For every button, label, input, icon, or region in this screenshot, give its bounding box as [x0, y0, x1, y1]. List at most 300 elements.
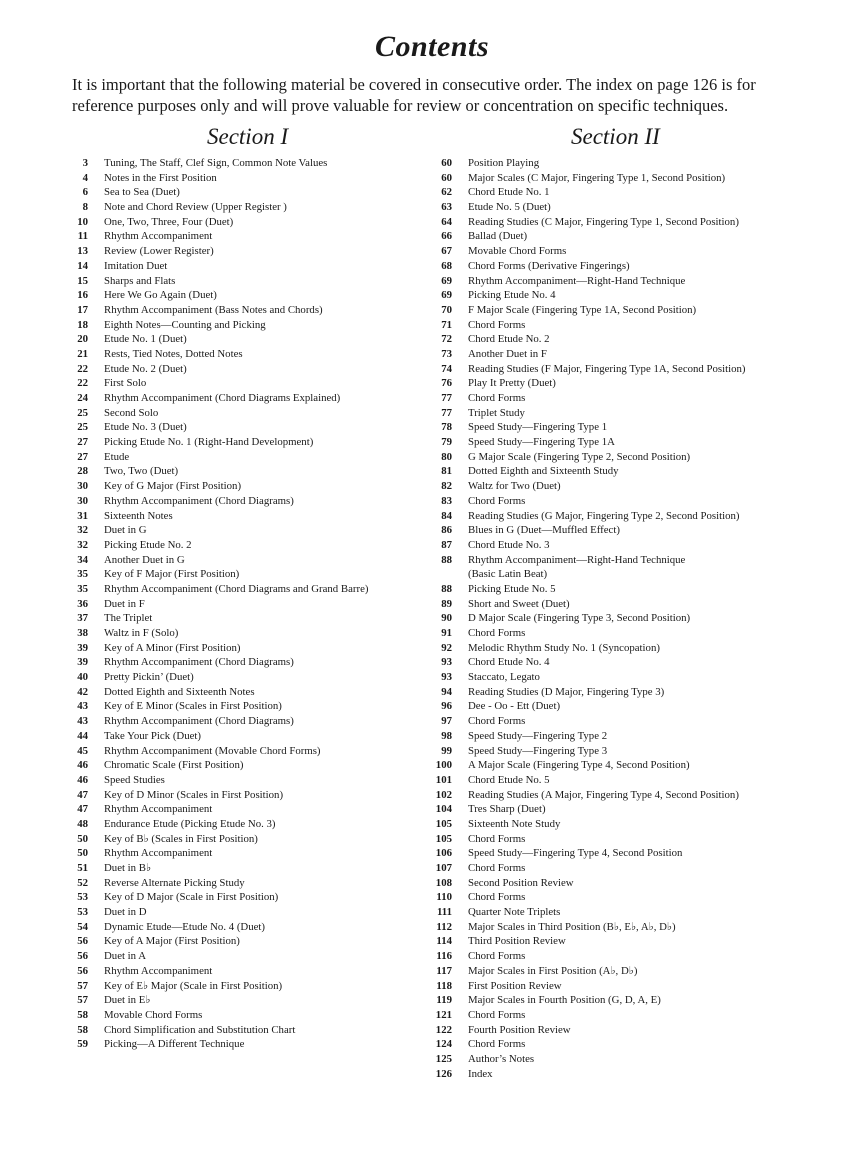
toc-page-number: 74	[441, 362, 452, 375]
toc-entry-title: Rhythm Accompaniment (Chord Diagrams)	[104, 494, 294, 507]
toc-entry	[66, 156, 426, 171]
toc-entry-title: Waltz in F (Solo)	[104, 627, 179, 639]
toc-entry	[66, 376, 426, 391]
toc-entry-title: Third Position Review	[468, 935, 566, 948]
toc-entry-title: Dee - Oo - Ett (Duet)	[468, 700, 561, 713]
toc-entry	[66, 979, 426, 994]
toc-entry	[66, 420, 426, 435]
toc-entry-title: Chord Forms	[468, 392, 526, 404]
toc-entry	[66, 215, 426, 230]
toc-page-number: 116	[436, 950, 452, 963]
toc-entry	[66, 685, 426, 700]
toc-entry-title: Author’s Notes	[468, 1052, 535, 1065]
toc-page-number: 114	[436, 935, 452, 948]
toc-entry	[430, 215, 810, 230]
toc-entry-title: Second Position Review	[468, 876, 574, 889]
toc-entry-title: Note and Chord Review (Upper Register )	[104, 201, 287, 214]
toc-entry	[430, 318, 810, 333]
toc-entry	[66, 362, 426, 377]
toc-entry-title: Chord Forms (Derivative Fingerings)	[468, 259, 630, 272]
toc-entry	[430, 523, 810, 538]
toc-entry	[430, 964, 810, 979]
toc-entry	[430, 494, 810, 509]
toc-entry-title: Chord Forms	[468, 891, 526, 904]
toc-page-number: 18	[77, 318, 88, 331]
toc-entry	[430, 420, 810, 435]
toc-entry-title: Two, Two (Duet)	[104, 465, 179, 478]
toc-entry	[430, 538, 810, 553]
toc-entry	[66, 846, 426, 861]
toc-page-number: 93	[441, 671, 452, 684]
toc-entry-title: Tuning, The Staff, Clef Sign, Common Note Values	[104, 157, 328, 169]
toc-entry-title: Key of A Major (First Position)	[104, 935, 240, 948]
toc-page-number: 94	[441, 685, 452, 698]
toc-entry-title: D Major Scale (Fingering Type 3, Second Position)	[468, 612, 691, 625]
toc-entry-title: Major Scales in Third Position (B♭, E♭, A♭, D♭)	[468, 920, 676, 933]
toc-entry	[430, 905, 810, 920]
toc-entry-title: Rhythm Accompaniment—Right-Hand Technique	[468, 274, 686, 287]
toc-entry-title: Duet in E♭	[104, 994, 151, 1007]
toc-entry	[66, 934, 426, 949]
toc-entry-title: Duet in F	[104, 597, 145, 610]
toc-entry	[66, 655, 426, 670]
toc-entry-title: Reading Studies (F Major, Fingering Type 1A, Second Position)	[468, 362, 746, 375]
toc-page-number: 80	[441, 450, 452, 463]
toc-entry-title: (Basic Latin Beat)	[468, 568, 548, 581]
toc-entry	[430, 347, 810, 362]
toc-page-number: 17	[77, 303, 88, 316]
toc-entry	[66, 773, 426, 788]
toc-page-number: 81	[441, 465, 452, 478]
toc-entry-title: Picking—A Different Technique	[104, 1038, 245, 1051]
toc-entry-title: Rests, Tied Notes, Dotted Notes	[104, 347, 243, 360]
toc-page-number: 27	[77, 436, 88, 449]
toc-entry-title: First Solo	[104, 377, 147, 390]
toc-page-number: 24	[77, 392, 88, 404]
toc-entry	[430, 553, 810, 568]
toc-page-number: 105	[435, 817, 452, 830]
toc-entry-title: Speed Study—Fingering Type 2	[468, 729, 608, 742]
toc-entry-title: Picking Etude No. 5	[468, 582, 556, 595]
page-title: Contents	[374, 30, 490, 63]
toc-entry	[430, 185, 810, 200]
toc-page-number: 28	[77, 465, 88, 478]
toc-page-number: 8	[82, 201, 88, 214]
toc-entry-title: Dotted Eighth and Sixteenth Study	[468, 465, 619, 478]
toc-page-number: 39	[77, 641, 88, 654]
toc-entry-title: Rhythm Accompaniment	[104, 847, 213, 860]
toc-entry-title: Chord Etude No. 4	[468, 656, 550, 669]
toc-page-number: 56	[77, 964, 88, 977]
toc-entry	[430, 274, 810, 289]
toc-page-number: 32	[77, 524, 88, 537]
toc-page-number: 91	[441, 627, 452, 639]
toc-page-number: 67	[441, 245, 452, 258]
toc-entry-title: Chromatic Scale (First Position)	[104, 759, 244, 772]
toc-entry	[430, 802, 810, 817]
toc-entry	[430, 670, 810, 685]
toc-entry	[430, 362, 810, 377]
toc-page-number: 86	[441, 524, 452, 537]
toc-entry	[66, 288, 426, 303]
toc-page-number: 60	[441, 157, 452, 169]
toc-page-number: 34	[77, 553, 88, 566]
toc-entry-title: Chord Forms	[468, 862, 526, 874]
toc-page-number: 36	[77, 597, 88, 610]
toc-page-number: 53	[77, 906, 88, 919]
toc-entry	[430, 435, 810, 450]
toc-page-number: 25	[77, 421, 88, 434]
toc-entry	[66, 391, 426, 406]
toc-entry	[430, 509, 810, 524]
toc-entry-title: Triplet Study	[468, 406, 525, 419]
toc-page-number: 66	[441, 230, 452, 243]
toc-entry-title: Key of F Major (First Position)	[104, 568, 240, 581]
toc-entry-title: Melodic Rhythm Study No. 1 (Syncopation)	[468, 641, 660, 654]
toc-entry-title: F Major Scale (Fingering Type 1A, Second Position)	[468, 303, 697, 316]
toc-entry-title: Rhythm Accompaniment	[104, 803, 213, 816]
toc-entry	[66, 993, 426, 1008]
toc-entry	[430, 303, 810, 318]
intro-paragraph: It is important that the following material be covered in consecutive order. The index on page 126 is for reference purposes only and will prove valuable for review or concentration on specific techniques.	[72, 75, 756, 115]
toc-page-number: 16	[77, 289, 88, 302]
toc-page-number: 56	[77, 950, 88, 963]
toc-entry-title: Sharps and Flats	[104, 274, 176, 287]
toc-entry	[66, 567, 426, 582]
toc-entry	[66, 435, 426, 450]
toc-entry	[430, 156, 810, 171]
section-2-heading: Section II	[571, 124, 660, 149]
toc-page-number: 100	[435, 759, 452, 772]
toc-entry	[430, 1067, 810, 1082]
toc-page-number: 20	[77, 333, 88, 346]
toc-entry-title: Key of G Major (First Position)	[104, 480, 242, 493]
toc-page-number: 71	[441, 318, 452, 331]
toc-page-number: 47	[77, 788, 88, 801]
toc-entry-title: Second Solo	[104, 406, 159, 419]
toc-entry-title: Duet in A	[104, 950, 146, 963]
toc-entry-title: Chord Forms	[468, 1038, 526, 1051]
toc-entry	[430, 934, 810, 949]
toc-entry-title: Position Playing	[468, 157, 540, 169]
toc-entry-title: Duet in G	[104, 524, 147, 537]
toc-entry	[430, 171, 810, 186]
toc-entry	[430, 758, 810, 773]
toc-page-number: 6	[82, 186, 88, 199]
toc-entry	[66, 274, 426, 289]
toc-page-number: 84	[441, 509, 452, 522]
toc-page-number: 87	[441, 538, 452, 551]
toc-entry-title: Tres Sharp (Duet)	[468, 803, 546, 816]
toc-entry	[430, 229, 810, 244]
toc-page-number: 46	[77, 773, 88, 786]
toc-entry-title: Chord Etude No. 3	[468, 538, 550, 551]
toc-entry-title: Review (Lower Register)	[104, 245, 214, 258]
toc-entry-title: Notes in the First Position	[104, 171, 217, 184]
toc-entry	[66, 876, 426, 891]
toc-page-number: 106	[435, 847, 452, 860]
toc-page-number: 56	[77, 935, 88, 948]
toc-page-number: 39	[77, 656, 88, 669]
toc-entry	[66, 553, 426, 568]
toc-entry	[66, 318, 426, 333]
toc-entry	[66, 259, 426, 274]
toc-page-number: 121	[435, 1008, 452, 1021]
toc-page-number: 51	[77, 862, 88, 874]
toc-entry	[430, 714, 810, 729]
toc-entry-title: Key of E♭ Major (Scale in First Position)	[104, 979, 283, 992]
toc-entry	[430, 861, 810, 876]
toc-entry-title: Chord Forms	[468, 1008, 526, 1021]
toc-page-number: 3	[82, 157, 88, 169]
toc-page-number: 40	[77, 671, 88, 684]
toc-entry	[66, 494, 426, 509]
toc-entry	[66, 464, 426, 479]
toc-entry	[430, 479, 810, 494]
toc-entry	[430, 832, 810, 847]
toc-entry	[430, 817, 810, 832]
toc-entry	[430, 890, 810, 905]
toc-entry-title: Take Your Pick (Duet)	[104, 729, 202, 742]
toc-entry-title: Eighth Notes—Counting and Picking	[104, 318, 266, 331]
toc-entry	[66, 699, 426, 714]
toc-entry	[66, 758, 426, 773]
toc-entry	[430, 920, 810, 935]
toc-page-number: 98	[441, 729, 452, 742]
toc-entry	[430, 641, 810, 656]
toc-entry-title: Speed Study—Fingering Type 1	[468, 421, 608, 434]
toc-page-number: 72	[441, 333, 452, 346]
toc-page-number: 43	[77, 700, 88, 713]
toc-entry	[430, 949, 810, 964]
toc-entry-title: Endurance Etude (Picking Etude No. 3)	[104, 817, 276, 830]
toc-page-number: 88	[441, 582, 452, 595]
toc-page-number: 48	[77, 817, 88, 830]
toc-entry	[66, 450, 426, 465]
toc-entry	[430, 332, 810, 347]
toc-page-number: 27	[77, 450, 88, 463]
toc-entry-title: Picking Etude No. 1 (Right-Hand Development)	[104, 436, 314, 449]
toc-entry	[430, 200, 810, 215]
toc-page-number: 101	[435, 773, 452, 786]
toc-page-number: 92	[441, 641, 452, 654]
toc-page-number: 88	[441, 553, 452, 566]
toc-page-number: 93	[441, 656, 452, 669]
toc-entry-title: Rhythm Accompaniment (Chord Diagrams)	[104, 656, 294, 669]
toc-page-number: 53	[77, 891, 88, 904]
toc-entry-title: Play It Pretty (Duet)	[468, 377, 556, 390]
toc-entry	[430, 376, 810, 391]
toc-page-number: 13	[77, 245, 88, 258]
toc-page-number: 119	[436, 994, 452, 1007]
toc-entry	[430, 744, 810, 759]
toc-entry	[66, 626, 426, 641]
toc-entry-title: Rhythm Accompaniment (Bass Notes and Chords)	[104, 303, 323, 316]
toc-entry	[430, 655, 810, 670]
toc-page-number: 124	[435, 1038, 452, 1051]
toc-entry	[430, 773, 810, 788]
toc-entry	[66, 509, 426, 524]
toc-page-number: 79	[441, 436, 452, 449]
toc-entry	[430, 1052, 810, 1067]
toc-page-number: 50	[77, 847, 88, 860]
toc-entry-title: Rhythm Accompaniment	[104, 230, 213, 243]
toc-entry	[430, 876, 810, 891]
toc-page-number: 112	[436, 920, 452, 933]
toc-entry	[66, 964, 426, 979]
toc-page-number: 25	[77, 406, 88, 419]
toc-entry-title: Chord Simplification and Substitution Chart	[104, 1023, 296, 1036]
toc-page-number: 107	[435, 862, 452, 874]
toc-entry	[66, 229, 426, 244]
toc-entry	[66, 200, 426, 215]
toc-page-number: 108	[435, 876, 452, 889]
toc-entry-title: Ballad (Duet)	[468, 230, 528, 243]
toc-entry	[66, 641, 426, 656]
toc-page-number: 83	[441, 494, 452, 507]
toc-entry	[66, 538, 426, 553]
toc-page-number: 73	[441, 347, 452, 360]
toc-entry-title: Chord Etude No. 5	[468, 773, 550, 786]
toc-entry-title: Major Scales in First Position (A♭, D♭)	[468, 964, 638, 977]
toc-page-number: 118	[436, 979, 452, 992]
toc-page-number: 102	[435, 788, 452, 801]
toc-entry	[66, 920, 426, 935]
toc-entry	[430, 464, 810, 479]
toc-entry-title: Etude No. 1 (Duet)	[104, 333, 187, 346]
toc-page-number: 30	[77, 480, 88, 493]
toc-entry-title: Chord Etude No. 1	[468, 186, 550, 199]
toc-entry	[430, 406, 810, 421]
toc-entry-title: Reading Studies (C Major, Fingering Type 1, Second Position)	[468, 215, 739, 228]
toc-entry-title: Chord Forms	[468, 832, 526, 845]
toc-page-number: 14	[77, 259, 88, 272]
toc-page-number: 54	[77, 920, 88, 933]
toc-page-number: 10	[77, 215, 88, 228]
toc-page-number: 58	[77, 1023, 88, 1036]
toc-entry	[430, 611, 810, 626]
toc-entry-title: Duet in B♭	[104, 862, 152, 874]
toc-entry-title: Key of E Minor (Scales in First Position)	[104, 700, 282, 713]
toc-entry-title: Sea to Sea (Duet)	[104, 186, 180, 199]
toc-entry-title: Index	[468, 1067, 493, 1080]
toc-entry	[430, 567, 810, 582]
toc-entry-title: Reading Studies (A Major, Fingering Type 4, Second Position)	[468, 788, 739, 801]
toc-page-number: 82	[441, 480, 452, 493]
toc-entry-title: Waltz for Two (Duet)	[468, 480, 561, 493]
toc-page-number: 32	[77, 538, 88, 551]
toc-page-number: 22	[77, 377, 88, 390]
toc-entry	[66, 582, 426, 597]
toc-entry	[66, 347, 426, 362]
toc-entry-title: Chord Etude No. 2	[468, 333, 550, 346]
toc-entry-title: Dotted Eighth and Sixteenth Notes	[104, 685, 255, 698]
toc-page-number: 63	[441, 201, 452, 214]
toc-page-number: 126	[435, 1067, 452, 1080]
toc-page-number: 45	[77, 744, 88, 757]
toc-page-number: 69	[441, 289, 452, 302]
toc-page-number: 70	[441, 303, 452, 316]
toc-page-number: 58	[77, 1008, 88, 1021]
toc-entry-title: Reading Studies (D Major, Fingering Type 3)	[468, 685, 665, 698]
toc-page-number: 4	[82, 171, 88, 184]
toc-entry	[66, 523, 426, 538]
toc-entry-title: Speed Study—Fingering Type 3	[468, 744, 608, 757]
toc-entry-title: Rhythm Accompaniment (Chord Diagrams and Grand Barre)	[104, 582, 369, 595]
toc-entry	[430, 729, 810, 744]
toc-entry	[66, 597, 426, 612]
toc-entry-title: Movable Chord Forms	[468, 245, 567, 258]
toc-entry-title: Picking Etude No. 4	[468, 289, 556, 302]
toc-entry-title: Etude	[104, 450, 130, 463]
toc-page-number: 60	[441, 171, 452, 184]
toc-entry	[66, 479, 426, 494]
toc-page-number: 30	[77, 494, 88, 507]
toc-page-number: 22	[77, 362, 88, 375]
toc-entry	[66, 244, 426, 259]
toc-page-number: 62	[441, 186, 452, 199]
toc-entry	[66, 1023, 426, 1038]
toc-entry	[66, 817, 426, 832]
toc-entry-title: Speed Studies	[104, 773, 165, 786]
toc-entry-title: Fourth Position Review	[468, 1023, 571, 1036]
toc-entry	[66, 303, 426, 318]
toc-entry-title: The Triplet	[104, 612, 153, 625]
toc-page-number: 96	[441, 700, 452, 713]
toc-entry-title: Major Scales in Fourth Position (G, D, A, E)	[468, 994, 661, 1007]
toc-entry	[66, 832, 426, 847]
toc-page-number: 15	[77, 274, 88, 287]
toc-entry-title: Key of D Minor (Scales in First Position)	[104, 788, 284, 801]
toc-entry-title: Dynamic Etude—Etude No. 4 (Duet)	[104, 920, 266, 933]
toc-entry	[430, 391, 810, 406]
toc-page-number: 43	[77, 715, 88, 728]
toc-page-number: 35	[77, 568, 88, 581]
toc-page-number: 38	[77, 627, 88, 639]
toc-entry-title: Pretty Pickin’ (Duet)	[104, 671, 194, 684]
toc-page-number: 89	[441, 597, 452, 610]
toc-page-number: 37	[77, 612, 88, 625]
toc-entry	[430, 1023, 810, 1038]
toc-entry-title: One, Two, Three, Four (Duet)	[104, 215, 234, 228]
toc-entry	[430, 788, 810, 803]
toc-entry	[430, 244, 810, 259]
toc-entry-title: A Major Scale (Fingering Type 4, Second Position)	[468, 759, 690, 772]
toc-entry-title: Speed Study—Fingering Type 4, Second Position	[468, 847, 683, 860]
toc-entry-title: Rhythm Accompaniment (Chord Diagrams Explained)	[104, 392, 341, 404]
toc-entry-title: Etude No. 5 (Duet)	[468, 201, 551, 214]
toc-entry	[66, 670, 426, 685]
toc-page-number: 78	[441, 421, 452, 434]
toc-entry	[66, 185, 426, 200]
toc-entry	[66, 744, 426, 759]
toc-page-number: 90	[441, 612, 452, 625]
toc-entry	[430, 288, 810, 303]
toc-entry	[66, 861, 426, 876]
toc-entry-title: Chord Forms	[468, 318, 526, 331]
toc-page-number: 59	[77, 1038, 88, 1051]
toc-entry	[430, 699, 810, 714]
toc-entry	[430, 846, 810, 861]
toc-page-number: 76	[441, 377, 452, 390]
toc-entry-title: Imitation Duet	[104, 259, 168, 272]
toc-page-number: 57	[77, 994, 88, 1007]
toc-entry-title: Etude No. 3 (Duet)	[104, 421, 187, 434]
toc-entry-title: Here We Go Again (Duet)	[104, 289, 217, 302]
toc-entry-title: Chord Forms	[468, 715, 526, 728]
toc-entry	[430, 1008, 810, 1023]
toc-entry-title: Blues in G (Duet—Muffled Effect)	[468, 524, 620, 537]
